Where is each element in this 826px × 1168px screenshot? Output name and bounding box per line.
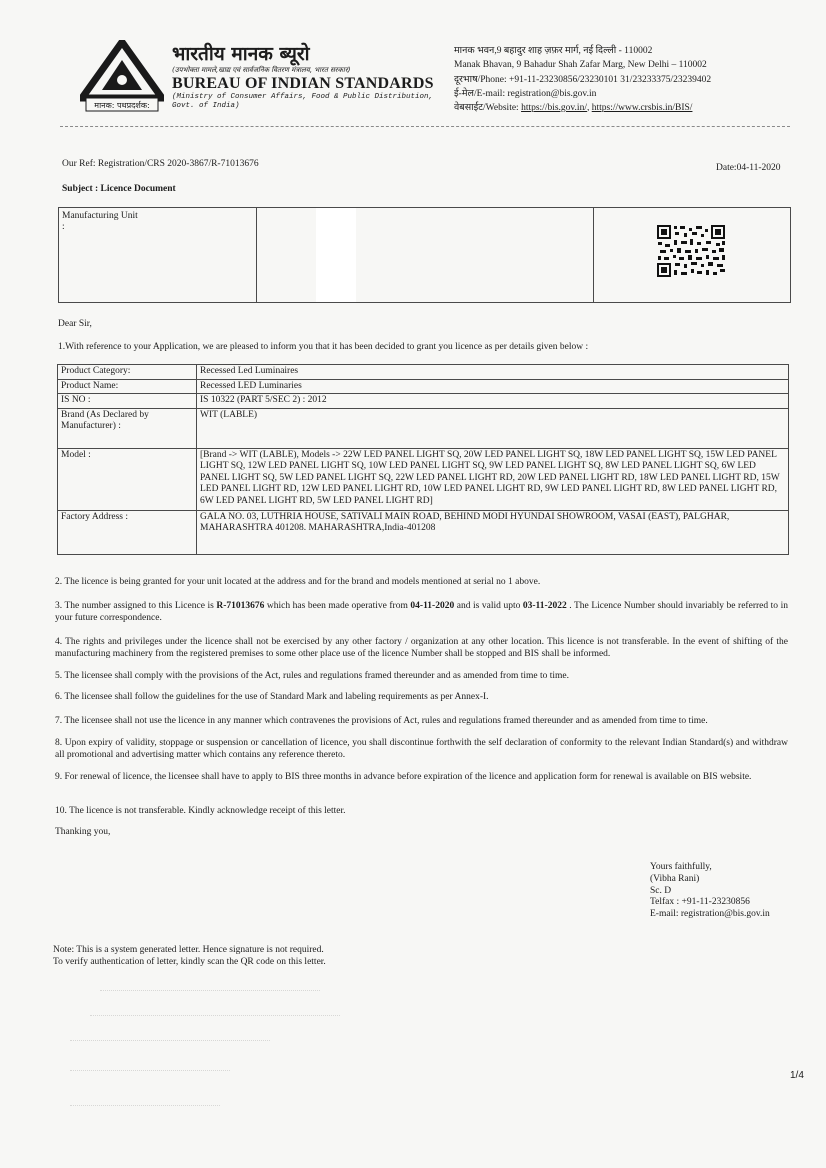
show-through-mark (100, 990, 320, 992)
system-note (53, 945, 326, 969)
detail-key: Model : (58, 448, 197, 510)
signature-block (650, 862, 770, 921)
bis-logo-icon (80, 40, 164, 112)
p3-text: and is valid upto (454, 601, 523, 611)
salutation: Dear Sir, (58, 319, 92, 329)
show-through-mark (70, 1070, 230, 1072)
page-number: 1/4 (790, 1070, 804, 1081)
detail-key: Product Name: (58, 379, 197, 394)
detail-value: IS 10322 (PART 5/SEC 2) : 2012 (197, 394, 789, 409)
detail-key: Factory Address : (58, 510, 197, 554)
table-row (58, 408, 789, 448)
website-separator: , (586, 103, 592, 114)
paragraph-6: 6. The licensee shall follow the guidelines for the use of Standard Mark and labeling requirements as per Annex-I. (55, 692, 489, 702)
paragraph-2: 2. The licence is being granted for your unit located at the address and for the brand and models mentioned at serial no 1 above. (55, 577, 541, 587)
letter-date: Date:04-11-2020 (716, 163, 781, 173)
signatory-telfax: Telfax : +91-11-23230856 (650, 897, 750, 908)
p3-text: which has been made operative from (264, 601, 411, 611)
show-through-mark (70, 1040, 270, 1042)
licence-number: R-71013676 (216, 601, 265, 611)
detail-value: Recessed Led Luminaires (197, 365, 789, 380)
address-english: Manak Bhavan, 9 Bahadur Shah Zafar Marg, New Delhi – 110002 (454, 60, 707, 71)
paragraph-10: 10. The licence is not transferable. Kindly acknowledge receipt of this letter. (55, 806, 346, 816)
subject-line: Subject : Licence Document (62, 184, 176, 194)
website-link-bis[interactable]: https://bis.gov.in/ (521, 103, 587, 114)
detail-value: WIT (LABLE) (197, 408, 789, 448)
show-through-mark (70, 1105, 220, 1107)
paragraph-4: 4. The rights and privileges under the licence shall not be exercised by any other factory / organization at any other location. This licence is not transferable. In the event of shifting of the manufacturing machinery from the registered premises to some other place use of the licence Number shall be stopped and BIS shall be informed. (55, 637, 788, 659)
paragraph-7: 7. The licensee shall not use the licence in any manner which contravenes the provisions of Act, rules and regulations framed thereunder and as amended from time to time. (55, 716, 708, 726)
p3-text: . The Licence Number should invariably be referred to in your future correspondence. (55, 601, 788, 623)
manufacturing-unit-box (58, 207, 791, 303)
table-row (58, 394, 789, 409)
paragraph-9: 9. For renewal of licence, the licensee shall have to apply to BIS three months in advance before expiration of the licence and application form for renewal is available on BIS website. (55, 772, 752, 782)
note-line: Note: This is a system generated letter. Hence signature is not required. (53, 945, 324, 955)
qr-code-icon[interactable] (656, 224, 726, 278)
phone-line: दूरभाष/Phone: +91-11-23230856/23230101 31/23233375/23239402 (454, 74, 712, 85)
detail-value: Recessed LED Luminaries (197, 379, 789, 394)
detail-key: IS NO : (58, 394, 197, 409)
paragraph-8: 8. Upon expiry of validity, stoppage or suspension or cancellation of licence, you shall discontinue forthwith the self declaration of conformity to the relevant Indian Standard(s) and withdraw all promotional and advertising matter which contains any reference thereto. (55, 738, 788, 760)
intro-paragraph: 1.With reference to your Application, we are pleased to inform you that it has been decided to grant you licence as per details given below : (58, 342, 589, 352)
detail-key: Brand (As Declared by Manufacturer) : (58, 408, 197, 448)
redacted-area (316, 208, 356, 302)
table-row (58, 510, 789, 554)
note-line: To verify authentication of letter, kindly scan the QR code on this letter. (53, 956, 326, 967)
paragraph-3 (55, 601, 788, 624)
ministry-hindi: (उपभोक्ता मामले,खाद्य एवं सार्वजनिक वितरण मंत्रालय, भारत सरकार) (172, 66, 351, 74)
manufacturing-unit-label: Manufacturing Unit : (62, 211, 138, 232)
contact-block (454, 44, 754, 115)
website-label: वेबसाईट/Website: (454, 103, 522, 114)
reference-number: Our Ref: Registration/CRS 2020-3867/R-71013676 (62, 159, 259, 169)
signoff-line: Yours faithfully, (650, 862, 712, 872)
thanking-line: Thanking you, (55, 827, 111, 837)
show-through-mark (90, 1015, 340, 1017)
box-divider (593, 208, 594, 302)
p3-text: 3. The number assigned to this Licence is (55, 601, 217, 611)
paragraph-5: 5. The licensee shall comply with the provisions of the Act, rules and regulations framed thereunder and as amended from time to time. (55, 671, 570, 681)
valid-from-date: 04-11-2020 (410, 601, 455, 611)
signatory-designation: Sc. D (650, 885, 672, 896)
logo-caption: मानक: पथप्रदर्शक: (94, 101, 150, 110)
valid-upto-date: 03-11-2022 (522, 601, 567, 611)
org-name: BUREAU OF INDIAN STANDARDS (172, 75, 434, 92)
table-row (58, 365, 789, 380)
detail-key: Product Category: (58, 365, 197, 380)
website-link-crsbis[interactable]: https://www.crsbis.in/BIS/ (591, 103, 693, 114)
table-row (58, 379, 789, 394)
detail-value: GALA NO. 03, LUTHRIA HOUSE, SATIVALI MAIN ROAD, BEHIND MODI HYUNDAI SHOWROOM, VASAI (EAST), PALGHAR, MAHARASHTRA 401208. MAHARASHTRA,India-401208 (197, 510, 789, 554)
box-divider (256, 208, 257, 302)
website-line (454, 101, 754, 115)
table-row (58, 448, 789, 510)
signatory-name: (Vibha Rani) (650, 873, 700, 884)
ministry-name: (Ministry of Consumer Affairs, Food & Public Distribution, Govt. of India) (172, 93, 434, 110)
detail-value: [Brand -> WIT (LABLE), Models -> 22W LED PANEL LIGHT SQ, 20W LED PANEL LIGHT SQ, 18W LED PANEL LIGHT SQ, 15W LED PANEL LIGHT SQ, 12W LED PANEL LIGHT SQ, 10W LED PANEL LIGHT SQ, 9W LED PANEL LIGHT SQ, 8W LED PANEL LIGHT SQ, 6W LED PANEL LIGHT SQ, 5W LED PANEL LIGHT SQ, 22W LED PANEL LIGHT RD, 20W LED PANEL LIGHT RD, 18W LED PANEL LIGHT RD, 15W LED PANEL LIGHT RD, 12W LED PANEL LIGHT RD, 10W LED PANEL LIGHT RD, 9W LED PANEL LIGHT RD, 8W LED PANEL LIGHT RD, 6W LED PANEL LIGHT RD, 5W LED PANEL LIGHT RD] (197, 448, 789, 510)
header-divider (60, 126, 790, 127)
org-name-hindi: भारतीय मानक ब्यूरो (172, 43, 310, 65)
signatory-email[interactable]: E-mail: registration@bis.gov.in (650, 909, 770, 920)
email-line: ई-मेल/E-mail: registration@bis.gov.in (454, 88, 597, 99)
licence-details-table (57, 364, 789, 555)
address-hindi: मानक भवन,9 बहादुर शाह ज़फ़र मार्ग, नई दिल्ली - 110002 (454, 46, 653, 56)
